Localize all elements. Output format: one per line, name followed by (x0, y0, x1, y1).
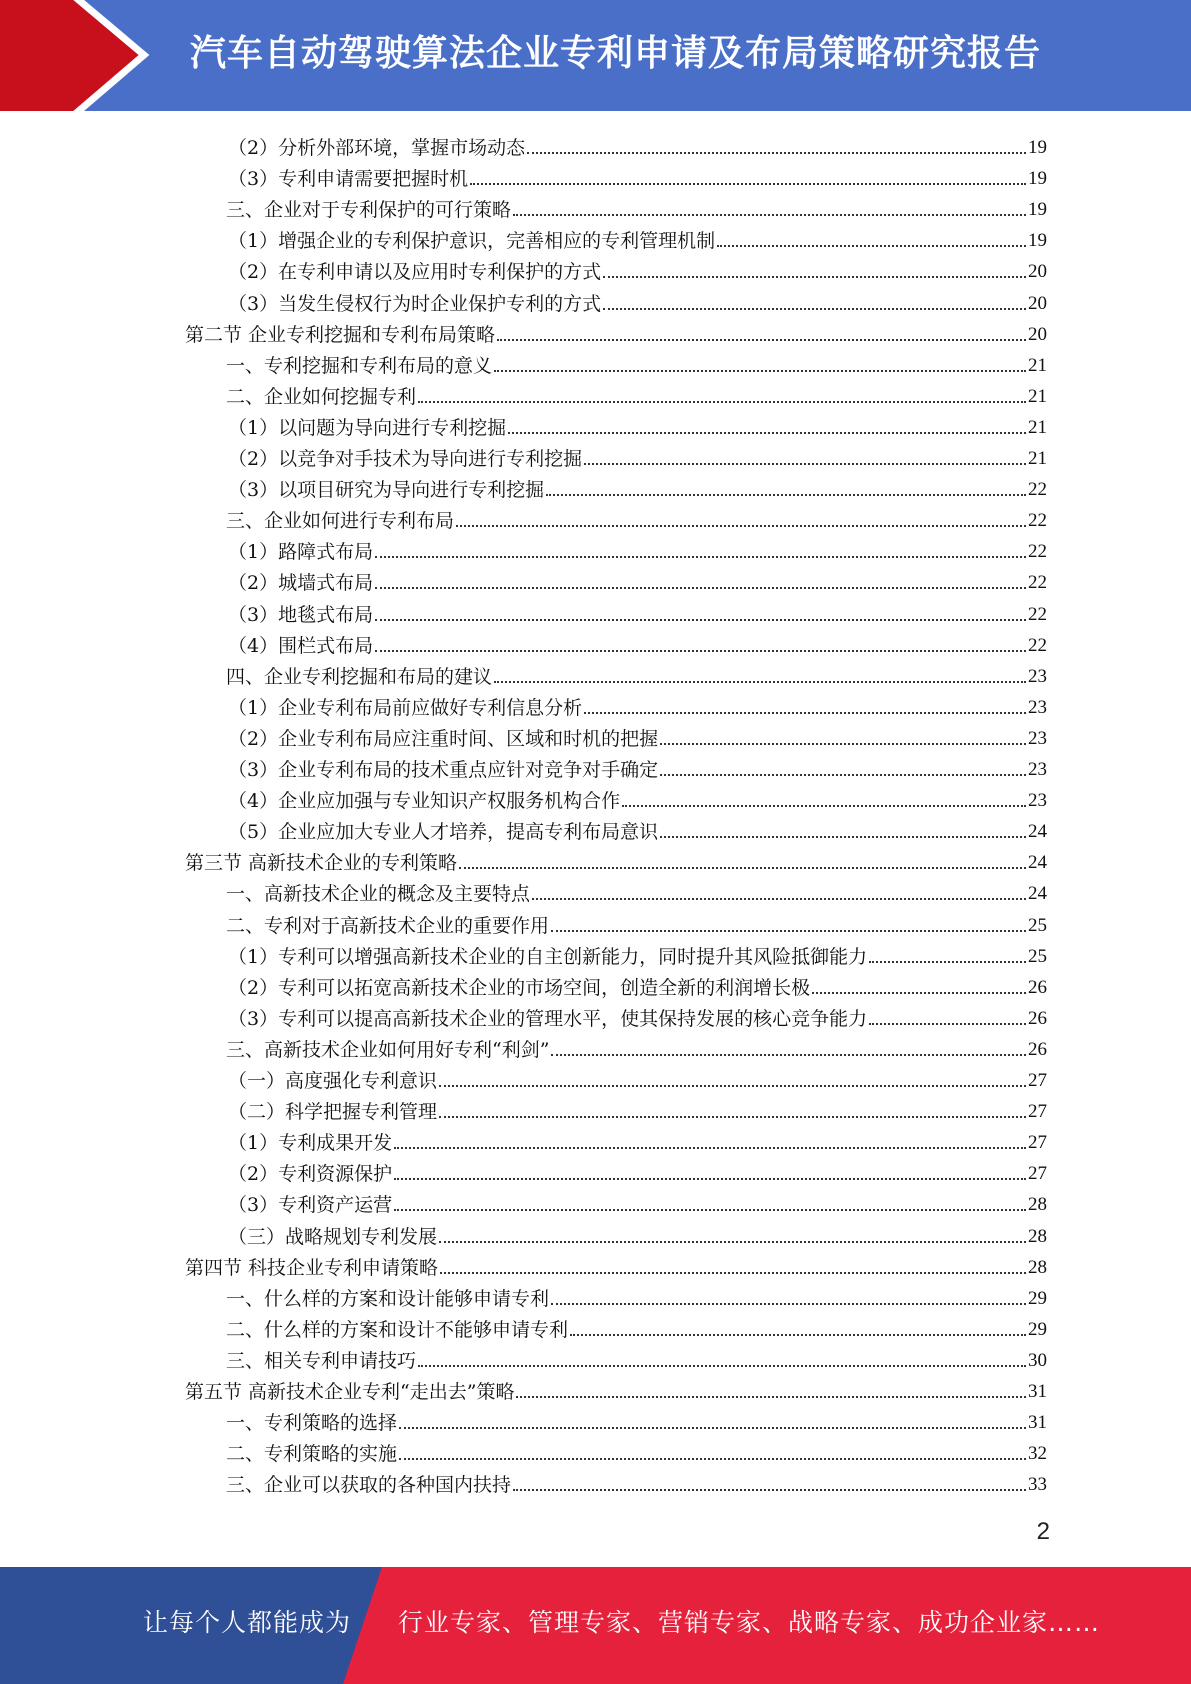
toc-entry-title: （2）专利可以拓宽高新技术企业的市场空间，创造全新的利润增长极 (228, 976, 811, 999)
toc-entry-page: 29 (1028, 1287, 1047, 1309)
toc-entry-page: 23 (1028, 759, 1047, 780)
toc-entry-page: 27 (1028, 1101, 1047, 1123)
toc-entry-page: 23 (1028, 696, 1047, 718)
toc-dot-leader (399, 1458, 1026, 1460)
toc-entry-title: （2）以竞争对手技术为导向进行专利挖掘 (228, 448, 583, 470)
toc-entry[interactable] (185, 1248, 1047, 1279)
toc-entry[interactable] (228, 1123, 1047, 1154)
toc-entry-title: 一、什么样的方案和设计能够申请专利 (226, 1287, 550, 1310)
toc-entry[interactable] (226, 190, 1047, 221)
page-number: 2 (1036, 1518, 1050, 1545)
toc-dot-leader (375, 587, 1026, 589)
toc-entry-page: 20 (1028, 323, 1047, 345)
toc-entry-page: 21 (1028, 385, 1047, 407)
toc-entry[interactable] (226, 501, 1047, 532)
toc-dot-leader (497, 339, 1026, 341)
toc-dot-leader (603, 276, 1026, 278)
toc-dot-leader (494, 370, 1026, 372)
toc-entry[interactable] (228, 968, 1047, 999)
toc-dot-leader (869, 961, 1026, 963)
toc-entry-title: （5）企业应加大专业人才培养，提高专利布局意识 (228, 821, 659, 844)
toc-dot-leader (459, 867, 1026, 869)
toc-dot-leader (584, 463, 1026, 465)
toc-entry-page: 26 (1028, 976, 1047, 998)
toc-entry[interactable] (226, 657, 1047, 688)
toc-dot-leader (394, 1178, 1026, 1180)
toc-entry-title: 二、专利策略的实施 (226, 1443, 398, 1466)
toc-entry-title: （1）增强企业的专利保护意识，完善相应的专利管理机制 (228, 230, 716, 253)
toc-entry-title: （2）在专利申请以及应用时专利保护的方式 (228, 261, 602, 284)
toc-entry[interactable] (226, 1030, 1047, 1061)
toc-entry[interactable] (228, 999, 1047, 1030)
toc-entry-page: 22 (1028, 572, 1047, 594)
toc-entry-title: （3）企业专利布局的技术重点应针对竞争对手确定 (228, 759, 659, 781)
toc-dot-leader (513, 214, 1026, 216)
toc-entry[interactable] (228, 408, 1047, 439)
toc-entry-title: （1）专利可以增强高新技术企业的自主创新能力，同时提升其风险抵御能力 (228, 945, 868, 968)
toc-entry-page: 20 (1028, 292, 1047, 314)
toc-entry-title: （1）企业专利布局前应做好专利信息分析 (228, 696, 583, 719)
toc-dot-leader (660, 836, 1026, 838)
toc-entry[interactable] (228, 470, 1047, 501)
toc-entry[interactable] (226, 1465, 1047, 1496)
toc-entry-page: 21 (1028, 416, 1047, 438)
toc-entry[interactable] (228, 719, 1047, 750)
toc-entry-page: 23 (1028, 727, 1047, 749)
toc-entry-title: 二、企业如何挖掘专利 (226, 385, 417, 408)
toc-dot-leader (375, 556, 1026, 558)
toc-entry-page: 22 (1028, 510, 1047, 532)
toc-dot-leader (551, 1054, 1026, 1056)
toc-entry-title: 二、专利对于高新技术企业的重要作用 (226, 914, 550, 937)
toc-entry[interactable] (228, 563, 1047, 594)
toc-dot-leader (508, 432, 1026, 434)
toc-entry[interactable] (185, 1372, 1047, 1403)
toc-entry[interactable] (228, 284, 1047, 315)
toc-entry[interactable] (228, 439, 1047, 470)
toc-entry-page: 24 (1028, 883, 1047, 905)
toc-entry-page: 27 (1028, 1070, 1047, 1091)
toc-entry[interactable] (228, 750, 1047, 781)
toc-entry-page: 19 (1028, 199, 1047, 221)
toc-entry-page: 25 (1028, 945, 1047, 967)
toc-entry-page: 23 (1028, 665, 1047, 687)
toc-entry-title: 一、专利挖掘和专利布局的意义 (226, 354, 493, 377)
toc-entry-page: 24 (1028, 852, 1047, 874)
toc-dot-leader (532, 898, 1026, 900)
toc-entry[interactable] (228, 1185, 1047, 1216)
toc-entry[interactable] (228, 1092, 1047, 1123)
toc-entry[interactable] (226, 1310, 1047, 1341)
toc-entry-title: （二）科学把握专利管理 (228, 1101, 438, 1124)
toc-dot-leader (439, 1085, 1026, 1087)
toc-entry-title: （3）专利申请需要把握时机 (228, 168, 469, 191)
toc-entry[interactable] (228, 781, 1047, 812)
toc-entry-title: 三、企业对于专利保护的可行策略 (226, 199, 512, 222)
toc-entry[interactable] (228, 221, 1047, 252)
toc-entry-page: 28 (1028, 1194, 1047, 1216)
toc-entry[interactable] (228, 252, 1047, 283)
toc-dot-leader (418, 401, 1026, 403)
toc-entry-title: （4）企业应加强与专业知识产权服务机构合作 (228, 790, 621, 813)
report-title: 汽车自动驾驶算法企业专利申请及布局策略研究报告 (190, 33, 1042, 74)
toc-entry-page: 31 (1028, 1381, 1047, 1402)
toc-entry[interactable] (228, 688, 1047, 719)
toc-entry-page: 27 (1028, 1132, 1047, 1154)
toc-entry-page: 22 (1028, 541, 1047, 563)
toc-dot-leader (394, 1147, 1026, 1149)
toc-entry[interactable] (228, 1154, 1047, 1185)
toc-entry-title: （2）城墙式布局 (228, 572, 374, 595)
toc-entry-title: 第五节 高新技术企业专利“走出去”策略 (185, 1381, 515, 1403)
toc-dot-leader (570, 1334, 1026, 1336)
toc-entry-page: 28 (1028, 1225, 1047, 1247)
toc-entry-title: 三、企业如何进行专利布局 (226, 510, 455, 533)
toc-entry-title: （2）专利资源保护 (228, 1163, 393, 1186)
toc-dot-leader (551, 1303, 1026, 1305)
toc-entry-title: 三、高新技术企业如何用好专利“利剑” (226, 1038, 550, 1061)
toc-entry[interactable] (226, 1279, 1047, 1310)
toc-entry[interactable] (228, 812, 1047, 843)
toc-entry-page: 32 (1028, 1443, 1047, 1465)
toc-entry[interactable] (226, 346, 1047, 377)
toc-dot-leader (546, 494, 1026, 496)
toc-entry-title: 三、企业可以获取的各种国内扶持 (226, 1474, 512, 1497)
toc-entry-title: 一、高新技术企业的概念及主要特点 (226, 883, 531, 906)
toc-dot-leader (418, 1365, 1026, 1367)
toc-dot-leader (869, 1023, 1026, 1025)
toc-entry-title: 三、相关专利申请技巧 (226, 1349, 417, 1372)
toc-entry-title: 第二节 企业专利挖掘和专利布局策略 (185, 323, 496, 346)
toc-entry-page: 29 (1028, 1318, 1047, 1340)
toc-dot-leader (440, 1272, 1026, 1274)
toc-entry-page: 22 (1028, 634, 1047, 656)
toc-entry[interactable] (228, 128, 1047, 159)
toc-entry-page: 26 (1028, 1007, 1047, 1029)
toc-entry[interactable] (228, 1217, 1047, 1248)
toc-entry-title: 第三节 高新技术企业的专利策略 (185, 852, 458, 875)
toc-dot-leader (516, 1396, 1026, 1398)
toc-entry-page: 30 (1028, 1349, 1047, 1371)
toc-dot-leader (660, 774, 1026, 776)
toc-entry-page: 28 (1028, 1256, 1047, 1278)
chevron-decoration-icon (0, 0, 160, 111)
toc-entry-page: 22 (1028, 479, 1047, 501)
toc-dot-leader (603, 308, 1026, 310)
toc-dot-leader (584, 712, 1026, 714)
toc-entry[interactable] (226, 874, 1047, 905)
toc-entry-title: （3）专利资产运营 (228, 1194, 393, 1217)
toc-entry[interactable] (228, 595, 1047, 626)
toc-entry-page: 21 (1028, 448, 1047, 469)
toc-entry-page: 25 (1028, 914, 1047, 936)
toc-entry-title: 一、专利策略的选择 (226, 1412, 398, 1435)
toc-entry-page: 21 (1028, 354, 1047, 376)
toc-entry-page: 31 (1028, 1412, 1047, 1434)
toc-entry[interactable] (185, 843, 1047, 874)
toc-dot-leader (394, 1209, 1026, 1211)
toc-entry[interactable] (228, 159, 1047, 190)
toc-dot-leader (439, 1241, 1026, 1243)
toc-dot-leader (375, 619, 1026, 621)
header-banner (0, 0, 1191, 111)
footer-banner (0, 1567, 1191, 1684)
footer-slogan-right: 行业专家、管理专家、营销专家、战略专家、成功企业家…… (398, 1608, 1101, 1637)
toc-dot-leader (470, 183, 1026, 185)
toc-dot-leader (812, 992, 1026, 994)
toc-entry[interactable] (228, 1061, 1047, 1092)
toc-dot-leader (456, 525, 1026, 527)
toc-entry[interactable] (228, 532, 1047, 563)
toc-dot-leader (551, 930, 1026, 932)
toc-entry-page: 19 (1028, 168, 1047, 190)
toc-entry-title: （1）路障式布局 (228, 541, 374, 564)
toc-entry[interactable] (228, 937, 1047, 968)
toc-entry-title: （4）围栏式布局 (228, 634, 374, 657)
toc-entry-page: 19 (1028, 137, 1047, 158)
toc-dot-leader (527, 152, 1026, 154)
toc-entry-title: （2）企业专利布局应注重时间、区域和时机的把握 (228, 727, 659, 750)
toc-entry-page: 23 (1028, 790, 1047, 812)
toc-entry[interactable] (226, 1434, 1047, 1465)
toc-dot-leader (494, 681, 1026, 683)
toc-dot-leader (375, 650, 1026, 652)
toc-entry-title: 第四节 科技企业专利申请策略 (185, 1256, 439, 1279)
toc-entry-page: 19 (1028, 230, 1047, 252)
toc-entry[interactable] (226, 1341, 1047, 1372)
toc-dot-leader (622, 805, 1026, 807)
toc-entry[interactable] (228, 626, 1047, 657)
toc-entry-title: （三）战略规划专利发展 (228, 1225, 438, 1248)
toc-dot-leader (717, 245, 1026, 247)
toc-entry-title: （1）专利成果开发 (228, 1132, 393, 1155)
toc-dot-leader (399, 1427, 1026, 1429)
toc-entry-page: 20 (1028, 261, 1047, 283)
toc-entry-title: （3）以项目研究为导向进行专利挖掘 (228, 479, 545, 502)
toc-entry-title: （3）当发生侵权行为时企业保护专利的方式 (228, 292, 602, 315)
footer-slogan-left: 让每个人都能成为 (143, 1608, 352, 1637)
toc-entry-page: 26 (1028, 1038, 1047, 1060)
toc-dot-leader (513, 1489, 1026, 1491)
toc-entry-title: （3）地毯式布局 (228, 603, 374, 626)
toc-entry-title: （2）分析外部环境，掌握市场动态 (228, 137, 526, 159)
toc-entry[interactable] (226, 1403, 1047, 1434)
toc-entry[interactable] (226, 377, 1047, 408)
toc-entry-title: （一）高度强化专利意识 (228, 1070, 438, 1092)
toc-entry-title: 四、企业专利挖掘和布局的建议 (226, 665, 493, 688)
toc-entry[interactable] (185, 315, 1047, 346)
toc-entry[interactable] (226, 906, 1047, 937)
toc-entry-title: 二、什么样的方案和设计不能够申请专利 (226, 1318, 569, 1341)
toc-entry-title: （3）专利可以提高高新技术企业的管理水平，使其保持发展的核心竞争能力 (228, 1007, 868, 1030)
toc-entry-page: 27 (1028, 1163, 1047, 1185)
toc-dot-leader (439, 1116, 1026, 1118)
toc-entry-page: 22 (1028, 603, 1047, 625)
toc-entry-title: （1）以问题为导向进行专利挖掘 (228, 416, 507, 439)
toc-dot-leader (660, 743, 1026, 745)
toc-entry-page: 33 (1028, 1474, 1047, 1496)
toc-entry-page: 24 (1028, 821, 1047, 843)
